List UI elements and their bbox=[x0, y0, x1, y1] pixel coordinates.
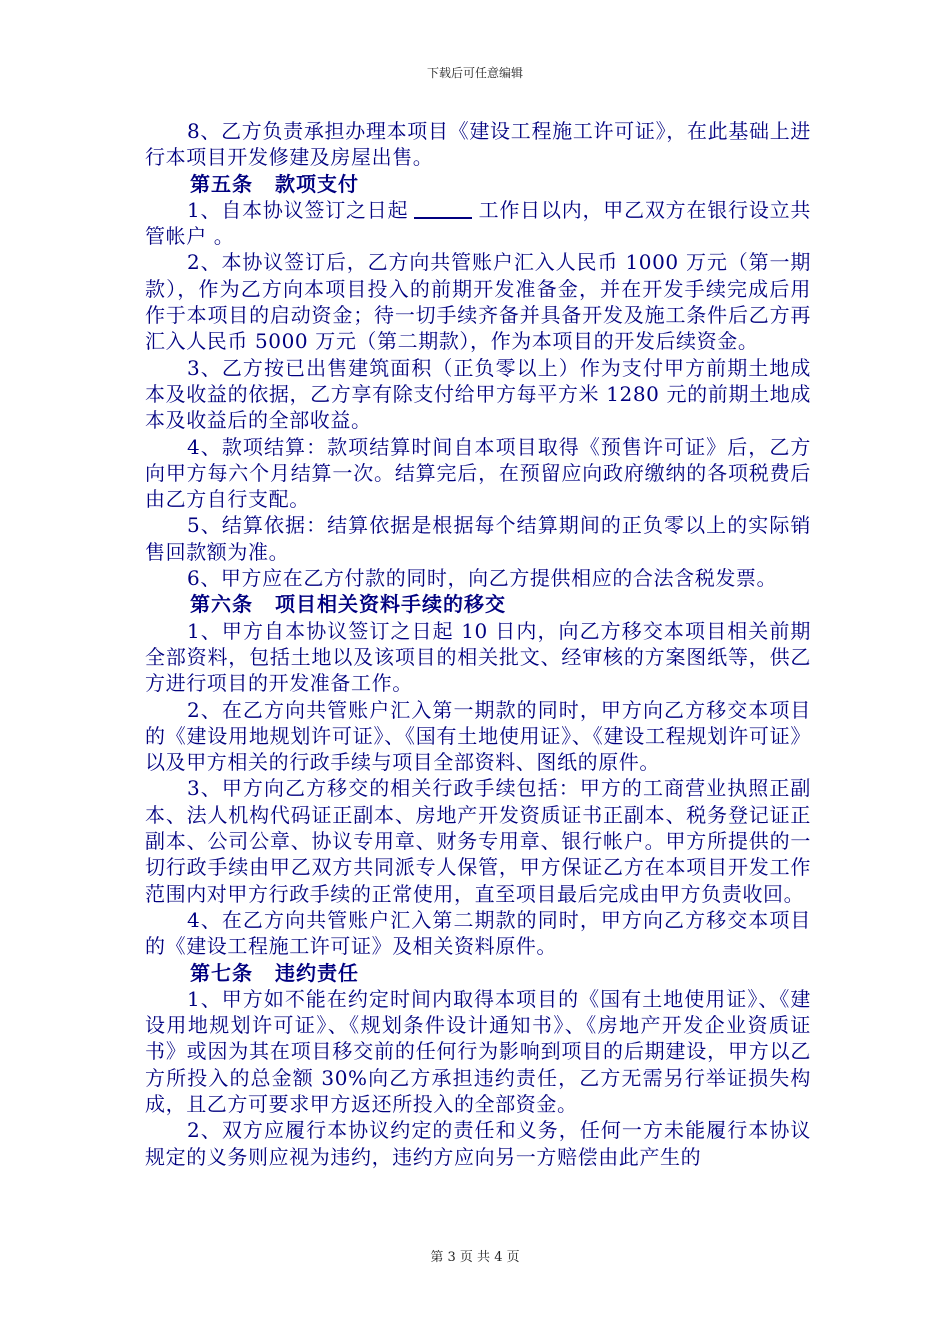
paragraph: 2、在乙方向共管账户汇入第一期款的同时，甲方向乙方移交本项目的《建设用地规划许可证》、《国有土地使用证》、《建设工程规划许可证》以及甲方相关的行政手续与项目全部资料、图纸的原件。 bbox=[145, 697, 811, 775]
paragraph: 2、双方应履行本协议约定的责任和义务，任何一方未能履行本协议规定的义务则应视为违约，违约方应向另一方赔偿由此产生的 bbox=[145, 1118, 811, 1169]
paragraph: 4、在乙方向共管账户汇入第二期款的同时，甲方向乙方移交本项目的《建设工程施工许可证》及相关资料原件。 bbox=[145, 907, 811, 959]
section-title: 款项支付 bbox=[275, 171, 359, 196]
paragraph-text: 1、自本协议签订之日起 bbox=[187, 197, 409, 222]
section-title: 违约责任 bbox=[275, 960, 359, 985]
paragraph bbox=[145, 197, 811, 250]
page-footer: 第 3 页 共 4 页 bbox=[430, 1250, 520, 1265]
paragraph: 6、甲方应在乙方付款的同时，向乙方提供相应的合法含税发票。 bbox=[187, 566, 778, 591]
section-number: 第五条 bbox=[190, 171, 253, 196]
section-title: 项目相关资料手续的移交 bbox=[275, 592, 506, 617]
paragraph: 1、甲方如不能在约定时间内取得本项目的《国有土地使用证》、《建设用地规划许可证》、《规划条件设计通知书》、《房地产开发企业资质证书》或因为其在项目移交前的任何行为影响到项目的后期建设，甲方以乙方所投入的总金额 30%向乙方承担违约责任，乙方无需另行举证损失构成，且乙方可要求甲方返还所投入的全部资金。 bbox=[145, 986, 811, 1116]
document-body bbox=[145, 118, 811, 1170]
paragraph: 3、乙方按已出售建筑面积（正负零以上）作为支付甲方前期土地成本及收益的依据，乙方享有除支付给甲方每平方米 1280 元的前期土地成本及收益后的全部收益。 bbox=[145, 355, 811, 433]
paragraph-text: 工作日以内，甲乙双方在银行设立共管帐户 。 bbox=[145, 197, 811, 249]
paragraph: 1、甲方自本协议签订之日起 10 日内，向乙方移交本项目相关前期全部资料，包括土地以及该项目的相关批文、经审核的方案图纸等，供乙方进行项目的开发准备工作。 bbox=[145, 618, 811, 696]
paragraph: 5、结算依据：结算依据是根据每个结算期间的正负零以上的实际销售回款额为准。 bbox=[145, 513, 811, 564]
paragraph: 8、乙方负责承担办理本项目《建设工程施工许可证》，在此基础上进行本项目开发修建及房屋出售。 bbox=[145, 119, 811, 170]
paragraph: 4、款项结算：款项结算时间自本项目取得《预售许可证》后，乙方向甲方每六个月结算一次。结算完后，在预留应向政府缴纳的各项税费后由乙方自行支配。 bbox=[145, 434, 811, 512]
section-heading bbox=[145, 591, 811, 617]
section-heading bbox=[145, 960, 811, 986]
section-number: 第六条 bbox=[190, 592, 253, 617]
section-number: 第七条 bbox=[190, 960, 253, 985]
paragraph: 2、本协议签订后，乙方向共管账户汇入人民币 1000 万元（第一期款），作为乙方向本项目投入的前期开发准备金，并在开发手续完成后用作于本项目的启动资金；待一切手续齐备并具备开发及施工条件后乙方再汇入人民币 5000 万元（第二期款），作为本项目的开发后续资金。 bbox=[145, 250, 811, 354]
paragraph: 3、甲方向乙方移交的相关行政手续包括：甲方的工商营业执照正副本、法人机构代码证正副本、房地产开发资质证书正副本、税务登记证正副本、公司公章、协议专用章、财务专用章、银行帐户。甲方所提供的一切行政手续由甲乙双方共同派专人保管，甲方保证乙方在本项目开发工作范围内对甲方行政手续的正常使用，直至项目最后完成由甲方负责收回。 bbox=[145, 776, 811, 906]
section-heading bbox=[145, 171, 811, 197]
blank-underline bbox=[414, 199, 472, 219]
page-header: 下载后可任意编辑 bbox=[426, 66, 523, 80]
